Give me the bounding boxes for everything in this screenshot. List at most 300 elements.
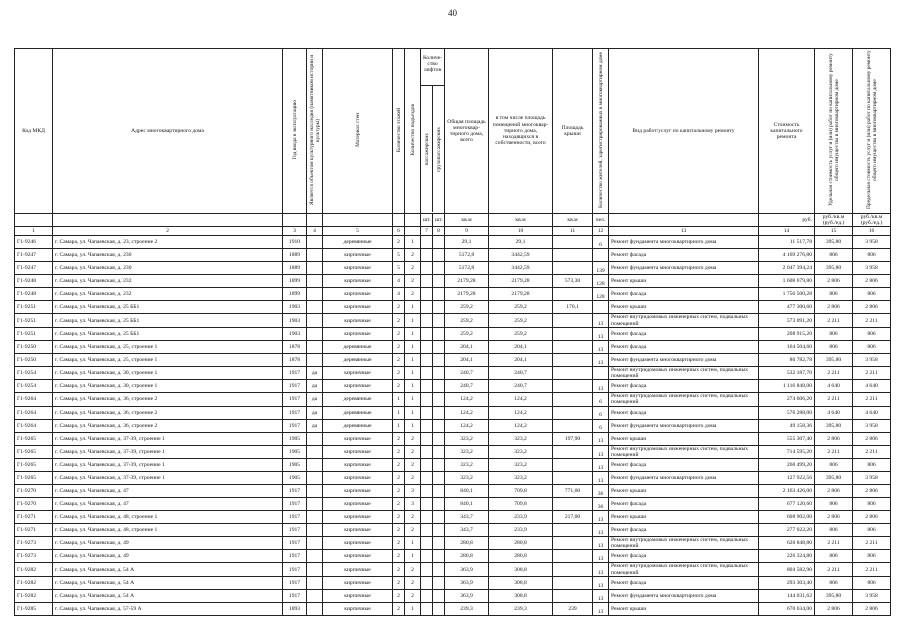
- cell-lifts-cargo: [433, 406, 445, 419]
- header-unit-cost: Удельная стоимость услуг и (или) работ по капитальному ремонту общего имущества в многоквартирном доме: [827, 53, 840, 207]
- cell-lifts-cargo: [433, 459, 445, 472]
- cell-unit-cost: 806: [815, 524, 853, 537]
- cell-heritage: [307, 563, 323, 576]
- cell-max-cost: 2 806: [853, 511, 891, 524]
- cell-owned-area: 124,2: [489, 406, 553, 419]
- cell-unit-cost: 806: [815, 288, 853, 301]
- cell-code: Г1-9265: [15, 445, 53, 458]
- cell-unit-cost: 806: [815, 459, 853, 472]
- cell-entrances: 2: [405, 576, 421, 589]
- unit-specific-cost: руб./кв.м (руб./ед.): [815, 214, 853, 227]
- column-number: 9: [445, 227, 489, 236]
- unit-residents: чел.: [593, 214, 609, 227]
- cell-year: 1917: [283, 366, 307, 379]
- cell-address: г. Самара, ул. Чапаевская, д. 36, строение 2: [53, 406, 283, 419]
- cell-wall-material: кирпичные: [323, 511, 393, 524]
- cell-owned-area: 308,8: [489, 563, 553, 576]
- cell-max-cost: 2 806: [853, 602, 891, 615]
- cell-roof-area: [553, 498, 593, 511]
- cell-storeys: 2: [393, 524, 405, 537]
- cell-max-cost: 3 958: [853, 472, 891, 485]
- column-number: [405, 227, 421, 236]
- table-row: [15, 327, 891, 340]
- cell-year: 1905: [283, 445, 307, 458]
- unit-lifts-passenger: шт.: [421, 214, 433, 227]
- cell-total-area: 840,1: [445, 485, 489, 498]
- cell-work-type: Ремонт фасада: [609, 288, 759, 301]
- cell-roof-area: [553, 262, 593, 275]
- cell-lifts-passenger: [421, 406, 433, 419]
- cell-max-cost: 3 958: [853, 262, 891, 275]
- cell-owned-area: 233,9: [489, 524, 553, 537]
- cell-cost: 555 307,40: [759, 432, 815, 445]
- cell-code: Г1-9247: [15, 262, 53, 275]
- cell-heritage: да: [307, 393, 323, 406]
- cell-residents: 36: [593, 485, 609, 498]
- cell-cost: 277 022,20: [759, 524, 815, 537]
- cell-year: 1905: [283, 432, 307, 445]
- cell-total-area: 363,9: [445, 589, 489, 602]
- cell-work-type: Ремонт фасада: [609, 459, 759, 472]
- cell-lifts-passenger: [421, 459, 433, 472]
- column-number: 2: [53, 227, 283, 236]
- cell-residents: 13: [593, 524, 609, 537]
- cell-roof-area: [553, 366, 593, 379]
- cell-lifts-passenger: [421, 301, 433, 314]
- cell-heritage: [307, 314, 323, 327]
- cell-address: г. Самара, ул. Чапаевская, д. 57-59 А: [53, 602, 283, 615]
- cell-wall-material: деревянные: [323, 236, 393, 249]
- cell-wall-material: кирпичные: [323, 380, 393, 393]
- cell-storeys: 2: [393, 445, 405, 458]
- cell-code: Г1-9285: [15, 602, 53, 615]
- table-row: [15, 236, 891, 249]
- cell-cost: 1 756 500,28: [759, 288, 815, 301]
- cell-lifts-cargo: [433, 524, 445, 537]
- cell-heritage: [307, 340, 323, 353]
- cell-roof-area: [553, 445, 593, 458]
- cell-heritage: [307, 524, 323, 537]
- cell-wall-material: кирпичные: [323, 327, 393, 340]
- cell-entrances: 2: [405, 262, 421, 275]
- cell-storeys: 1: [393, 393, 405, 406]
- cell-year: 1917: [283, 550, 307, 563]
- cell-heritage: [307, 537, 323, 550]
- cell-heritage: [307, 485, 323, 498]
- cell-work-type: Ремонт фундамента многоквартирного дома: [609, 353, 759, 366]
- table-row: [15, 485, 891, 498]
- cell-address: г. Самара, ул. Чапаевская, д. 37-39, строение 1: [53, 459, 283, 472]
- cell-residents: 13: [593, 432, 609, 445]
- cell-total-area: 323,2: [445, 459, 489, 472]
- cell-wall-material: кирпичные: [323, 459, 393, 472]
- column-number: 6: [393, 227, 405, 236]
- cell-code: Г1-9265: [15, 459, 53, 472]
- cell-max-cost: 806: [853, 550, 891, 563]
- cell-wall-material: деревянные: [323, 406, 393, 419]
- cell-storeys: 2: [393, 366, 405, 379]
- cell-heritage: [307, 249, 323, 262]
- cell-wall-material: кирпичные: [323, 314, 393, 327]
- cell-total-area: 240,7: [445, 366, 489, 379]
- cell-total-area: 323,2: [445, 472, 489, 485]
- cell-heritage: да: [307, 366, 323, 379]
- header-wall-material: Материал стен: [354, 112, 361, 147]
- cell-roof-area: 170,1: [553, 301, 593, 314]
- cell-residents: 13: [593, 511, 609, 524]
- cell-total-area: 124,2: [445, 393, 489, 406]
- cell-cost: 49 158,36: [759, 419, 815, 432]
- cell-heritage: [307, 236, 323, 249]
- cell-address: г. Самара, ул. Чапаевская, д. 230: [53, 249, 283, 262]
- cell-address: г. Самара, ул. Чапаевская, д. 37-39, строение 1: [53, 472, 283, 485]
- cell-lifts-passenger: [421, 275, 433, 288]
- cell-owned-area: 2179,28: [489, 288, 553, 301]
- cell-code: Г1-9270: [15, 485, 53, 498]
- cell-wall-material: кирпичные: [323, 589, 393, 602]
- cell-work-type: Ремонт фасада: [609, 340, 759, 353]
- cell-total-area: 124,2: [445, 406, 489, 419]
- cell-address: г. Самара, ул. Чапаевская, д. 48, строение 1: [53, 524, 283, 537]
- table-row: [15, 406, 891, 419]
- cell-lifts-cargo: [433, 393, 445, 406]
- cell-roof-area: [553, 563, 593, 576]
- header-owned-area: в том числе площадь помещений многоквар-тирного дома, находящихся в собственности, всего: [489, 49, 553, 214]
- cell-year: 1878: [283, 340, 307, 353]
- cell-unit-cost: 806: [815, 498, 853, 511]
- cell-year: 1893: [283, 602, 307, 615]
- cell-residents: 36: [593, 498, 609, 511]
- cell-total-area: 204,1: [445, 340, 489, 353]
- cell-work-type: Ремонт крыши: [609, 602, 759, 615]
- cell-address: г. Самара, ул. Чапаевская, д. 36, строение 2: [53, 393, 283, 406]
- cell-year: 1899: [283, 275, 307, 288]
- cell-total-area: 204,1: [445, 353, 489, 366]
- cell-work-type: Ремонт фасада: [609, 498, 759, 511]
- cell-code: Г1-9248: [15, 288, 53, 301]
- cell-residents: 13: [593, 576, 609, 589]
- cell-roof-area: [553, 472, 593, 485]
- cell-owned-area: 124,2: [489, 419, 553, 432]
- column-number: 13: [609, 227, 759, 236]
- cell-owned-area: 280,8: [489, 550, 553, 563]
- cell-roof-area: [553, 236, 593, 249]
- cell-address: г. Самара, ул. Чапаевская, д. 30, строение 1: [53, 366, 283, 379]
- cell-roof-area: [553, 589, 593, 602]
- cell-total-area: 343,7: [445, 524, 489, 537]
- cell-year: 1917: [283, 576, 307, 589]
- cell-heritage: [307, 589, 323, 602]
- table-row: [15, 314, 891, 327]
- cell-work-type: Ремонт внутридомовых инженерных систем, подвальных помещений: [609, 445, 759, 458]
- cell-roof-area: [553, 327, 593, 340]
- cell-code: Г1-9270: [15, 498, 53, 511]
- cell-cost: 164 504,60: [759, 340, 815, 353]
- cell-entrances: 1: [405, 550, 421, 563]
- cell-cost: 714 595,20: [759, 445, 815, 458]
- cell-work-type: Ремонт крыши: [609, 511, 759, 524]
- cell-code: Г1-9273: [15, 537, 53, 550]
- cell-residents: 13: [593, 537, 609, 550]
- cell-storeys: 2: [393, 563, 405, 576]
- table-row: [15, 550, 891, 563]
- cell-work-type: Ремонт внутридомовых инженерных систем, подвальных помещений: [609, 537, 759, 550]
- cell-max-cost: 806: [853, 498, 891, 511]
- table-row: [15, 511, 891, 524]
- cell-wall-material: кирпичные: [323, 366, 393, 379]
- cell-address: г. Самара, ул. Чапаевская, д. 30, строение 1: [53, 380, 283, 393]
- cell-max-cost: 2 211: [853, 314, 891, 327]
- cell-lifts-passenger: [421, 393, 433, 406]
- cell-cost: 1 608 679,80: [759, 275, 815, 288]
- cell-lifts-passenger: [421, 498, 433, 511]
- cell-storeys: 2: [393, 472, 405, 485]
- cell-code: Г1-9282: [15, 563, 53, 576]
- cell-max-cost: 4 640: [853, 380, 891, 393]
- cell-entrances: 2: [405, 445, 421, 458]
- header-work-type: Вид работ/услуг по капитальному ремонту: [609, 49, 759, 214]
- cell-unit-cost: 4 640: [815, 406, 853, 419]
- cell-roof-area: 573,30: [553, 275, 593, 288]
- cell-year: 1905: [283, 459, 307, 472]
- cell-max-cost: 2 211: [853, 445, 891, 458]
- cell-entrances: 1: [405, 301, 421, 314]
- table-row: [15, 563, 891, 576]
- cell-lifts-passenger: [421, 236, 433, 249]
- cell-unit-cost: 2 806: [815, 602, 853, 615]
- cell-residents: 13: [593, 314, 609, 327]
- column-number: 16: [853, 227, 891, 236]
- cell-residents: 13: [593, 472, 609, 485]
- cell-entrances: 2: [405, 432, 421, 445]
- cell-cost: 804 582,90: [759, 563, 815, 576]
- cell-unit-cost: 2 211: [815, 366, 853, 379]
- table-row: [15, 275, 891, 288]
- cell-lifts-passenger: [421, 550, 433, 563]
- cell-unit-cost: 2 211: [815, 393, 853, 406]
- cell-lifts-cargo: [433, 511, 445, 524]
- cell-year: 1878: [283, 353, 307, 366]
- cell-lifts-passenger: [421, 327, 433, 340]
- cell-entrances: 2: [405, 563, 421, 576]
- cell-roof-area: [553, 419, 593, 432]
- cell-cost: 677 120,60: [759, 498, 815, 511]
- cell-code: Г1-9251: [15, 314, 53, 327]
- cell-entrances: 2: [405, 589, 421, 602]
- cell-unit-cost: 2 806: [815, 511, 853, 524]
- cell-storeys: 2: [393, 236, 405, 249]
- cell-address: г. Самара, ул. Чапаевская, д. 25 ББ1: [53, 314, 283, 327]
- cell-heritage: да: [307, 419, 323, 432]
- unit-max-cost: руб./кв.м (руб./ед.): [853, 214, 891, 227]
- cell-max-cost: 806: [853, 288, 891, 301]
- cell-owned-area: 308,8: [489, 576, 553, 589]
- cell-heritage: да: [307, 406, 323, 419]
- cell-address: г. Самара, ул. Чапаевская, д. 232: [53, 275, 283, 288]
- cell-roof-area: [553, 314, 593, 327]
- cell-code: Г1-9265: [15, 432, 53, 445]
- cell-work-type: Ремонт внутридомовых инженерных систем, подвальных помещений: [609, 314, 759, 327]
- cell-lifts-passenger: [421, 288, 433, 301]
- cell-cost: 532 187,70: [759, 366, 815, 379]
- cell-roof-area: [553, 393, 593, 406]
- cell-total-area: 259,2: [445, 314, 489, 327]
- cell-address: г. Самара, ул. Чапаевская, д. 48, строение 1: [53, 511, 283, 524]
- cell-year: 1903: [283, 314, 307, 327]
- cell-lifts-cargo: [433, 249, 445, 262]
- cell-lifts-passenger: [421, 445, 433, 458]
- cell-lifts-passenger: [421, 366, 433, 379]
- cell-unit-cost: 395,80: [815, 262, 853, 275]
- cell-wall-material: кирпичные: [323, 524, 393, 537]
- cell-code: Г1-9273: [15, 550, 53, 563]
- cell-total-area: 343,7: [445, 511, 489, 524]
- cell-owned-area: 239,3: [489, 602, 553, 615]
- cell-wall-material: кирпичные: [323, 288, 393, 301]
- cell-address: г. Самара, ул. Чапаевская, д. 49: [53, 537, 283, 550]
- cell-max-cost: 2 211: [853, 537, 891, 550]
- cell-wall-material: кирпичные: [323, 537, 393, 550]
- cell-storeys: 2: [393, 537, 405, 550]
- cell-residents: [593, 366, 609, 379]
- cell-total-area: 240,7: [445, 380, 489, 393]
- column-number: 12: [593, 227, 609, 236]
- cell-lifts-passenger: [421, 589, 433, 602]
- cell-cost: 11 517,78: [759, 236, 815, 249]
- cell-total-area: 840,1: [445, 498, 489, 511]
- cell-residents: 13: [593, 353, 609, 366]
- cell-max-cost: 2 806: [853, 301, 891, 314]
- cell-lifts-cargo: [433, 301, 445, 314]
- cell-roof-area: 771,00: [553, 485, 593, 498]
- cell-owned-area: 124,2: [489, 393, 553, 406]
- cell-wall-material: кирпичные: [323, 563, 393, 576]
- cell-wall-material: деревянные: [323, 340, 393, 353]
- cell-owned-area: 259,2: [489, 314, 553, 327]
- cell-cost: 260 499,20: [759, 459, 815, 472]
- cell-roof-area: [553, 576, 593, 589]
- column-number: 15: [815, 227, 853, 236]
- cell-max-cost: 806: [853, 459, 891, 472]
- cell-lifts-passenger: [421, 576, 433, 589]
- cell-entrances: 2: [405, 472, 421, 485]
- cell-roof-area: 197,90: [553, 432, 593, 445]
- cell-roof-area: [553, 288, 593, 301]
- cell-owned-area: 323,2: [489, 472, 553, 485]
- cell-residents: 128: [593, 288, 609, 301]
- cell-roof-area: [553, 340, 593, 353]
- cell-lifts-passenger: [421, 249, 433, 262]
- cell-work-type: Ремонт фасада: [609, 249, 759, 262]
- cell-entrances: 1: [405, 380, 421, 393]
- cell-max-cost: 806: [853, 249, 891, 262]
- cell-entrances: 1: [405, 314, 421, 327]
- cell-total-area: 29,1: [445, 236, 489, 249]
- cell-owned-area: 323,2: [489, 432, 553, 445]
- cell-heritage: [307, 459, 323, 472]
- cell-year: 1903: [283, 301, 307, 314]
- cell-year: 1917: [283, 511, 307, 524]
- cell-entrances: 1: [405, 602, 421, 615]
- cell-entrances: 2: [405, 275, 421, 288]
- cell-year: 1917: [283, 485, 307, 498]
- table-row: [15, 366, 891, 379]
- cell-wall-material: кирпичные: [323, 550, 393, 563]
- cell-total-area: 363,9: [445, 563, 489, 576]
- table-row: [15, 380, 891, 393]
- cell-residents: 6: [593, 419, 609, 432]
- header-entrances: Количество подъездов: [409, 104, 416, 156]
- header-row: [15, 49, 891, 214]
- cell-heritage: [307, 445, 323, 458]
- cell-residents: 13: [593, 327, 609, 340]
- unit-total-area: кв.м: [445, 214, 489, 227]
- cell-storeys: 2: [393, 432, 405, 445]
- cell-cost: 208 915,20: [759, 327, 815, 340]
- cell-work-type: Ремонт фасада: [609, 406, 759, 419]
- cell-entrances: 1: [405, 353, 421, 366]
- cell-residents: 139: [593, 262, 609, 275]
- header-roof-area: Площадь крыши: [553, 49, 593, 214]
- cell-residents: 13: [593, 550, 609, 563]
- cell-heritage: [307, 288, 323, 301]
- header-max-cost: Предельная стоимость услуг и (или) работ по капитальному ремонту общего имущества в многоквартирном доме: [865, 50, 878, 210]
- cell-address: г. Самара, ул. Чапаевская, д. 37-39, строение 1: [53, 432, 283, 445]
- cell-work-type: Ремонт фундамента многоквартирного дома: [609, 236, 759, 249]
- cell-year: 1917: [283, 589, 307, 602]
- cell-heritage: [307, 602, 323, 615]
- cell-address: г. Самара, ул. Чапаевская, д. 25, строение 1: [53, 353, 283, 366]
- cell-cost: 477 300,60: [759, 301, 815, 314]
- cell-unit-cost: 2 211: [815, 445, 853, 458]
- cell-max-cost: 2 806: [853, 275, 891, 288]
- cell-owned-area: 709,8: [489, 485, 553, 498]
- cell-residents: [593, 301, 609, 314]
- header-total-area: Общая площадь многоквар-тирного дома, всего: [445, 49, 489, 214]
- cell-code: Г1-9251: [15, 327, 53, 340]
- cell-wall-material: деревянные: [323, 353, 393, 366]
- cell-storeys: 4: [393, 275, 405, 288]
- cell-code: Г1-9250: [15, 340, 53, 353]
- cell-address: г. Самара, ул. Чапаевская, д. 47: [53, 498, 283, 511]
- cell-cost: 670 634,00: [759, 602, 815, 615]
- table-row: [15, 301, 891, 314]
- cell-cost: 620 848,80: [759, 537, 815, 550]
- cell-owned-area: 323,2: [489, 459, 553, 472]
- cell-work-type: Ремонт внутридомовых инженерных систем, подвальных помещений: [609, 393, 759, 406]
- cell-cost: 127 922,56: [759, 472, 815, 485]
- cell-cost: 608 902,00: [759, 511, 815, 524]
- cell-cost: 80 782,78: [759, 353, 815, 366]
- cell-year: 1899: [283, 288, 307, 301]
- cell-total-area: 2179,28: [445, 275, 489, 288]
- cell-unit-cost: 806: [815, 576, 853, 589]
- unit-lifts-cargo: шт.: [433, 214, 445, 227]
- cell-total-area: 259,2: [445, 301, 489, 314]
- cell-lifts-cargo: [433, 419, 445, 432]
- cell-entrances: 3: [405, 498, 421, 511]
- cell-storeys: 2: [393, 353, 405, 366]
- cell-total-area: 363,9: [445, 576, 489, 589]
- cell-wall-material: кирпичные: [323, 445, 393, 458]
- column-number: 10: [489, 227, 553, 236]
- cell-address: г. Самара, ул. Чапаевская, д. 47: [53, 485, 283, 498]
- cell-max-cost: 2 211: [853, 393, 891, 406]
- cell-lifts-passenger: [421, 524, 433, 537]
- cell-owned-area: 204,1: [489, 353, 553, 366]
- cell-heritage: [307, 498, 323, 511]
- cell-max-cost: 806: [853, 327, 891, 340]
